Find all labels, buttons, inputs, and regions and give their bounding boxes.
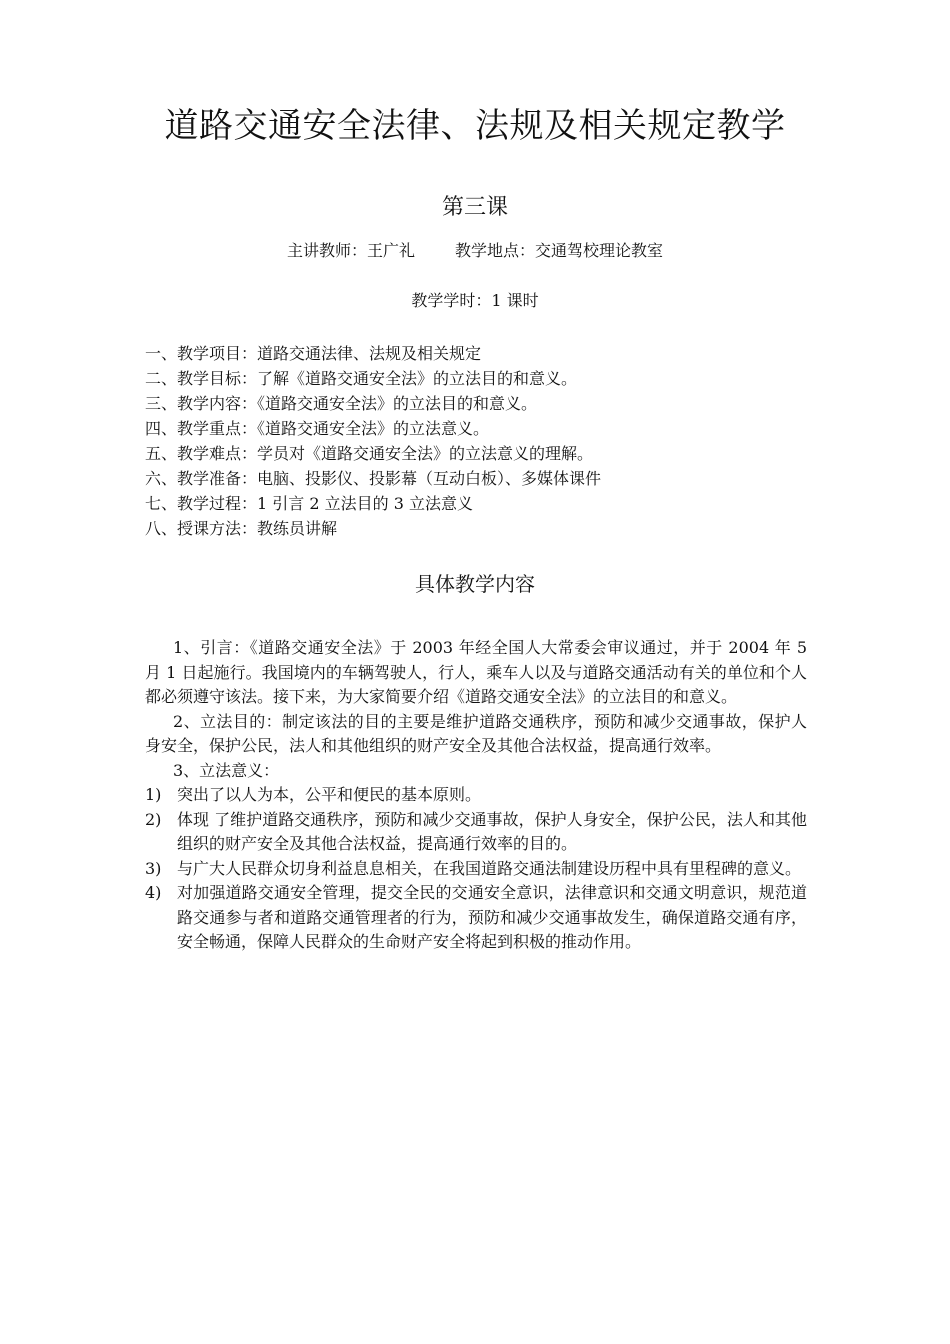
list-item xyxy=(145,881,807,955)
plan-item: 八、授课方法：教练员讲解 xyxy=(145,519,338,538)
list-number: 2) xyxy=(145,809,162,829)
list-number: 1) xyxy=(145,785,162,804)
list-item xyxy=(145,808,807,857)
location-text: 教学地点：交通驾校理论教室 xyxy=(455,241,664,260)
list-text: 对加强道路交通安全管理，提交全民的交通安全意识，法律意识和交通文明意识，规范道路交通参与者和道路交通管理者的行为，预防和减少交通事故发生，确保道路交通有序，安全畅通，保障人民群众的生命财产安全将起到积极的推动作用。 xyxy=(177,883,807,951)
teacher-text: 主讲教师：王广礼 xyxy=(286,241,415,260)
list-text: 突出了以人为本，公平和便民的基本原则。 xyxy=(177,785,482,804)
plan-item: 七、教学过程：1 引言 2 立法目的 3 立法意义 xyxy=(145,494,473,513)
content-body xyxy=(145,636,807,955)
significance-heading: 3、立法意义： xyxy=(173,760,280,780)
purpose-paragraph: 2、立法目的：制定该法的目的主要是维护道路交通秩序，预防和减少交通事故，保护人身安全，保护公民，法人和其他组织的财产安全及其他合法权益，提高通行效率。 xyxy=(145,711,807,755)
list-item xyxy=(145,783,807,808)
plan-item: 五、教学难点：学员对《道路交通安全法》的立法意义的理解。 xyxy=(145,444,594,463)
lesson-heading: 第三课 xyxy=(441,195,508,220)
list-number: 3) xyxy=(145,858,162,878)
lesson-plan-list xyxy=(145,341,825,541)
section-title: 具体教学内容 xyxy=(415,572,535,596)
plan-item: 三、教学内容：《道路交通安全法》的立法目的和意义。 xyxy=(145,394,538,413)
plan-item: 一、教学项目：道路交通法律、法规及相关规定 xyxy=(145,344,482,363)
plan-item: 四、教学重点：《道路交通安全法》的立法意义。 xyxy=(145,419,490,438)
list-text: 与广大人民群众切身利益息息相关，在我国道路交通法制建设历程中具有里程碑的意义。 xyxy=(177,858,802,878)
document-title: 道路交通安全法律、法规及相关规定教学 xyxy=(164,106,786,146)
intro-paragraph: 1、引言：《道路交通安全法》于 2003 年经全国人大常委会审议通过，并于 2004 年 5 月 1 日起施行。我国境内的车辆驾驶人，行人，乘车人以及与道路交通活动有关的单位和个人都必须遵守该法。接下来，为大家简要介绍《道路交通安全法》的立法目的和意义。 xyxy=(145,638,807,706)
plan-item: 六、教学准备：电脑、投影仪、投影幕（互动白板）、多媒体课件 xyxy=(145,469,602,488)
list-text: 体现 了维护道路交通秩序，预防和减少交通事故，保护人身安全，保护公民，法人和其他组织的财产安全及其他合法权益，提高通行效率的目的。 xyxy=(177,809,807,853)
list-item xyxy=(145,857,807,882)
significance-list xyxy=(145,783,807,955)
lesson-meta xyxy=(0,240,950,262)
hours-text: 教学学时：1 课时 xyxy=(411,291,539,310)
plan-item: 二、教学目标：了解《道路交通安全法》的立法目的和意义。 xyxy=(145,369,578,388)
list-number: 4) xyxy=(145,883,162,902)
